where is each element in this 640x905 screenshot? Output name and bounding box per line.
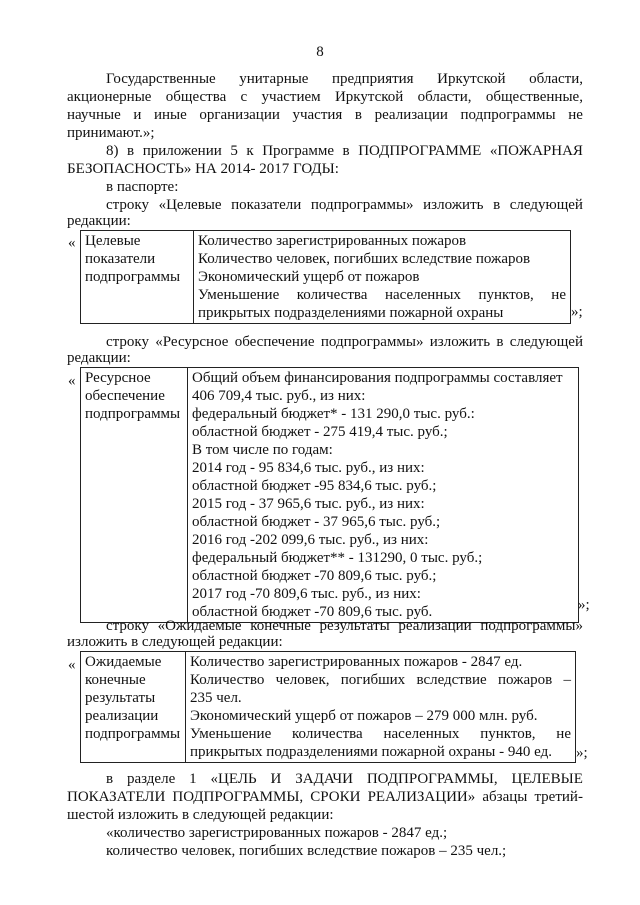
word: подпрограммы» [310, 197, 414, 213]
section1-line5: количество человек, погибших вследствие пожаров – 235 чел.; [106, 843, 507, 859]
word: акционерные [67, 89, 152, 105]
word: абзацы [482, 789, 528, 805]
word: – [563, 672, 571, 688]
close-quote: »; [571, 304, 583, 320]
row1-intro-line1 [106, 196, 583, 214]
word: И [270, 771, 282, 787]
word: в [354, 107, 362, 123]
word: в [106, 771, 114, 787]
row2-intro-line1 [106, 333, 583, 351]
para1-line3 [67, 106, 583, 124]
value-line: прикрытых подразделениями пожарной охраны - 940 ед. [190, 744, 552, 760]
label-line: подпрограммы [85, 269, 181, 285]
label-line: результаты [85, 690, 156, 706]
open-quote: « [68, 235, 76, 251]
section1-line2 [67, 788, 583, 806]
word: области, [529, 71, 583, 87]
value-line: Общий объем финансирования подпрограммы составляет [192, 370, 563, 386]
word: погибших [340, 672, 406, 688]
word: ПОКАЗАТЕЛИ [67, 789, 166, 805]
word: Иркутской [334, 89, 404, 105]
word: «ПОЖАРНАЯ [489, 143, 583, 159]
word: ЗАДАЧИ [295, 771, 353, 787]
word: Программе [262, 143, 334, 159]
value-line: областной бюджет -95 834,6 тыс. руб.; [192, 478, 437, 494]
word: следующей [509, 197, 583, 213]
label-line: обеспечение [85, 388, 165, 404]
section1-line4: «количество зарегистрированных пожаров - 2847 ед.; [106, 825, 448, 841]
word: СРОКИ [310, 789, 361, 805]
word: подпрограммы [460, 107, 556, 123]
para1-line4: принимают.»; [67, 125, 155, 141]
word: изложить [423, 197, 484, 213]
word: не [551, 287, 566, 303]
word: с [240, 89, 248, 105]
word: приложении [142, 143, 222, 159]
close-quote: »; [576, 745, 588, 761]
word: количества [296, 287, 368, 303]
value-line: областной бюджет -70 809,6 тыс. руб.; [192, 568, 437, 584]
label-line: подпрограммы [85, 406, 181, 422]
close-quote: »; [578, 597, 590, 613]
item8-line2: БЕЗОПАСНОСТЬ» НА 2014- 2017 ГОДЫ: [67, 161, 339, 177]
item8-line3: в паспорте: [106, 179, 179, 195]
open-quote: « [68, 657, 76, 673]
word: 1 [189, 771, 197, 787]
word: участием [261, 89, 321, 105]
label-line: показатели [85, 251, 156, 267]
word: в [342, 143, 350, 159]
value-line: Экономический ущерб от пожаров – 279 000 млн. руб. [190, 708, 538, 724]
word: «Ресурсное [155, 334, 229, 350]
value-line: 235 чел. [190, 690, 242, 706]
word: общества [165, 89, 227, 105]
word: пунктов, [478, 287, 534, 303]
word: Уменьшение [198, 287, 280, 303]
label-line: подпрограммы [85, 726, 181, 742]
para1-line1 [106, 70, 583, 88]
word: человек, [275, 672, 330, 688]
open-quote: « [68, 373, 76, 389]
value-line: прикрытых подразделениями пожарной охраны [198, 305, 504, 321]
word: Иркутской [437, 71, 506, 87]
page-number: 8 [316, 44, 324, 60]
value-line: Количество зарегистрированных пожаров [198, 233, 467, 249]
word: строку [106, 197, 149, 213]
word: ПОДПРОГРАММЫ, [366, 771, 498, 787]
table-label-cell [81, 368, 188, 623]
word: 8) [106, 143, 119, 159]
word: участия [292, 107, 343, 123]
label-line: Целевые [85, 233, 141, 249]
value-line: 2016 год -202 099,6 тыс. руб., из них: [192, 532, 429, 548]
word: конечные [250, 618, 311, 634]
word: области, [417, 89, 472, 105]
word: строку [106, 334, 149, 350]
section1-line3: шестой изложить в следующей редакции: [67, 807, 334, 823]
value-line [190, 725, 571, 743]
word: РЕАЛИЗАЦИИ» [367, 789, 476, 805]
word: пунктов, [480, 726, 536, 742]
table-label-cell [81, 231, 194, 324]
para1-line2 [67, 88, 583, 106]
word: 5 [230, 143, 238, 159]
value-line [190, 671, 571, 689]
value-line: областной бюджет -70 809,6 тыс. руб. [192, 604, 433, 620]
word: к [246, 143, 254, 159]
word: и [133, 107, 142, 123]
word: организации [199, 107, 280, 123]
value-line: 2014 год - 95 834,6 тыс. руб., из них: [192, 460, 425, 476]
value-line: федеральный бюджет* - 131 290,0 тыс. руб.: [192, 406, 475, 422]
value-line: Экономический ущерб от пожаров [198, 269, 420, 285]
word: подпрограммы» [320, 334, 424, 350]
value-line [198, 286, 566, 304]
word: показатели [231, 197, 302, 213]
word: предприятия [332, 71, 414, 87]
word: изложить [429, 334, 491, 350]
word: Государственные [106, 71, 216, 87]
value-line: областной бюджет - 275 419,4 тыс. руб.; [192, 424, 448, 440]
label-line: реализации [85, 708, 159, 724]
word: населенных [384, 287, 461, 303]
word: общественные, [485, 89, 583, 105]
table-value-cell [186, 652, 576, 763]
word: строку [106, 618, 149, 634]
word: обеспечение [234, 334, 315, 350]
word: Количество [190, 672, 265, 688]
value-line: 2017 год -70 809,6 тыс. руб., из них: [192, 586, 421, 602]
word: результаты [319, 618, 390, 634]
value-line: Количество зарегистрированных пожаров - 2847 ед. [190, 654, 523, 670]
row3-intro-line2: изложить в следующей редакции: [67, 634, 283, 650]
word: вследствие [416, 672, 487, 688]
table-target-indicators [80, 230, 571, 324]
word: иные [153, 107, 187, 123]
item8-line1 [106, 142, 583, 160]
value-line: В том числе по годам: [192, 442, 333, 458]
section1-line1 [106, 770, 583, 788]
word: в [493, 197, 501, 213]
word: научные [67, 107, 121, 123]
word: унитарные [239, 71, 309, 87]
label-line: Ресурсное [85, 370, 151, 386]
word: реализации [398, 618, 472, 634]
table-expected-results [80, 651, 576, 763]
table-resource-provision [80, 367, 579, 623]
word: ПОДПРОГРАММЕ [358, 143, 482, 159]
word: реализации [374, 107, 448, 123]
value-line: областной бюджет - 37 965,6 тыс. руб.; [192, 514, 441, 530]
row2-intro-line2: редакции: [67, 350, 131, 366]
row1-intro-line2: редакции: [67, 213, 131, 229]
word: ПОДПРОГРАММЫ, [172, 789, 304, 805]
word: ЦЕЛЕВЫЕ [511, 771, 583, 787]
word: разделе [126, 771, 176, 787]
word: в [127, 143, 135, 159]
word: третий- [534, 789, 583, 805]
word: не [568, 107, 583, 123]
table-value-cell [188, 368, 579, 623]
table-value-cell [194, 231, 571, 324]
label-line: конечные [85, 672, 146, 688]
value-line: 406 709,4 тыс. руб., из них: [192, 388, 366, 404]
table-label-cell [81, 652, 186, 763]
word: следующей [509, 334, 583, 350]
word: количества [292, 726, 363, 742]
word: «Целевые [158, 197, 222, 213]
word: «ЦЕЛЬ [210, 771, 257, 787]
word: Уменьшение [190, 726, 272, 742]
word: подпрограммы» [480, 618, 583, 634]
word: в [496, 334, 504, 350]
word: «Ожидаемые [157, 618, 242, 634]
word: населенных [383, 726, 460, 742]
value-line: федеральный бюджет** - 131290, 0 тыс. руб.; [192, 550, 483, 566]
label-line: Ожидаемые [85, 654, 162, 670]
word: не [556, 726, 571, 742]
value-line: 2015 год - 37 965,6 тыс. руб., из них: [192, 496, 425, 512]
value-line: Количество человек, погибших вследствие пожаров [198, 251, 531, 267]
word: пожаров [497, 672, 553, 688]
